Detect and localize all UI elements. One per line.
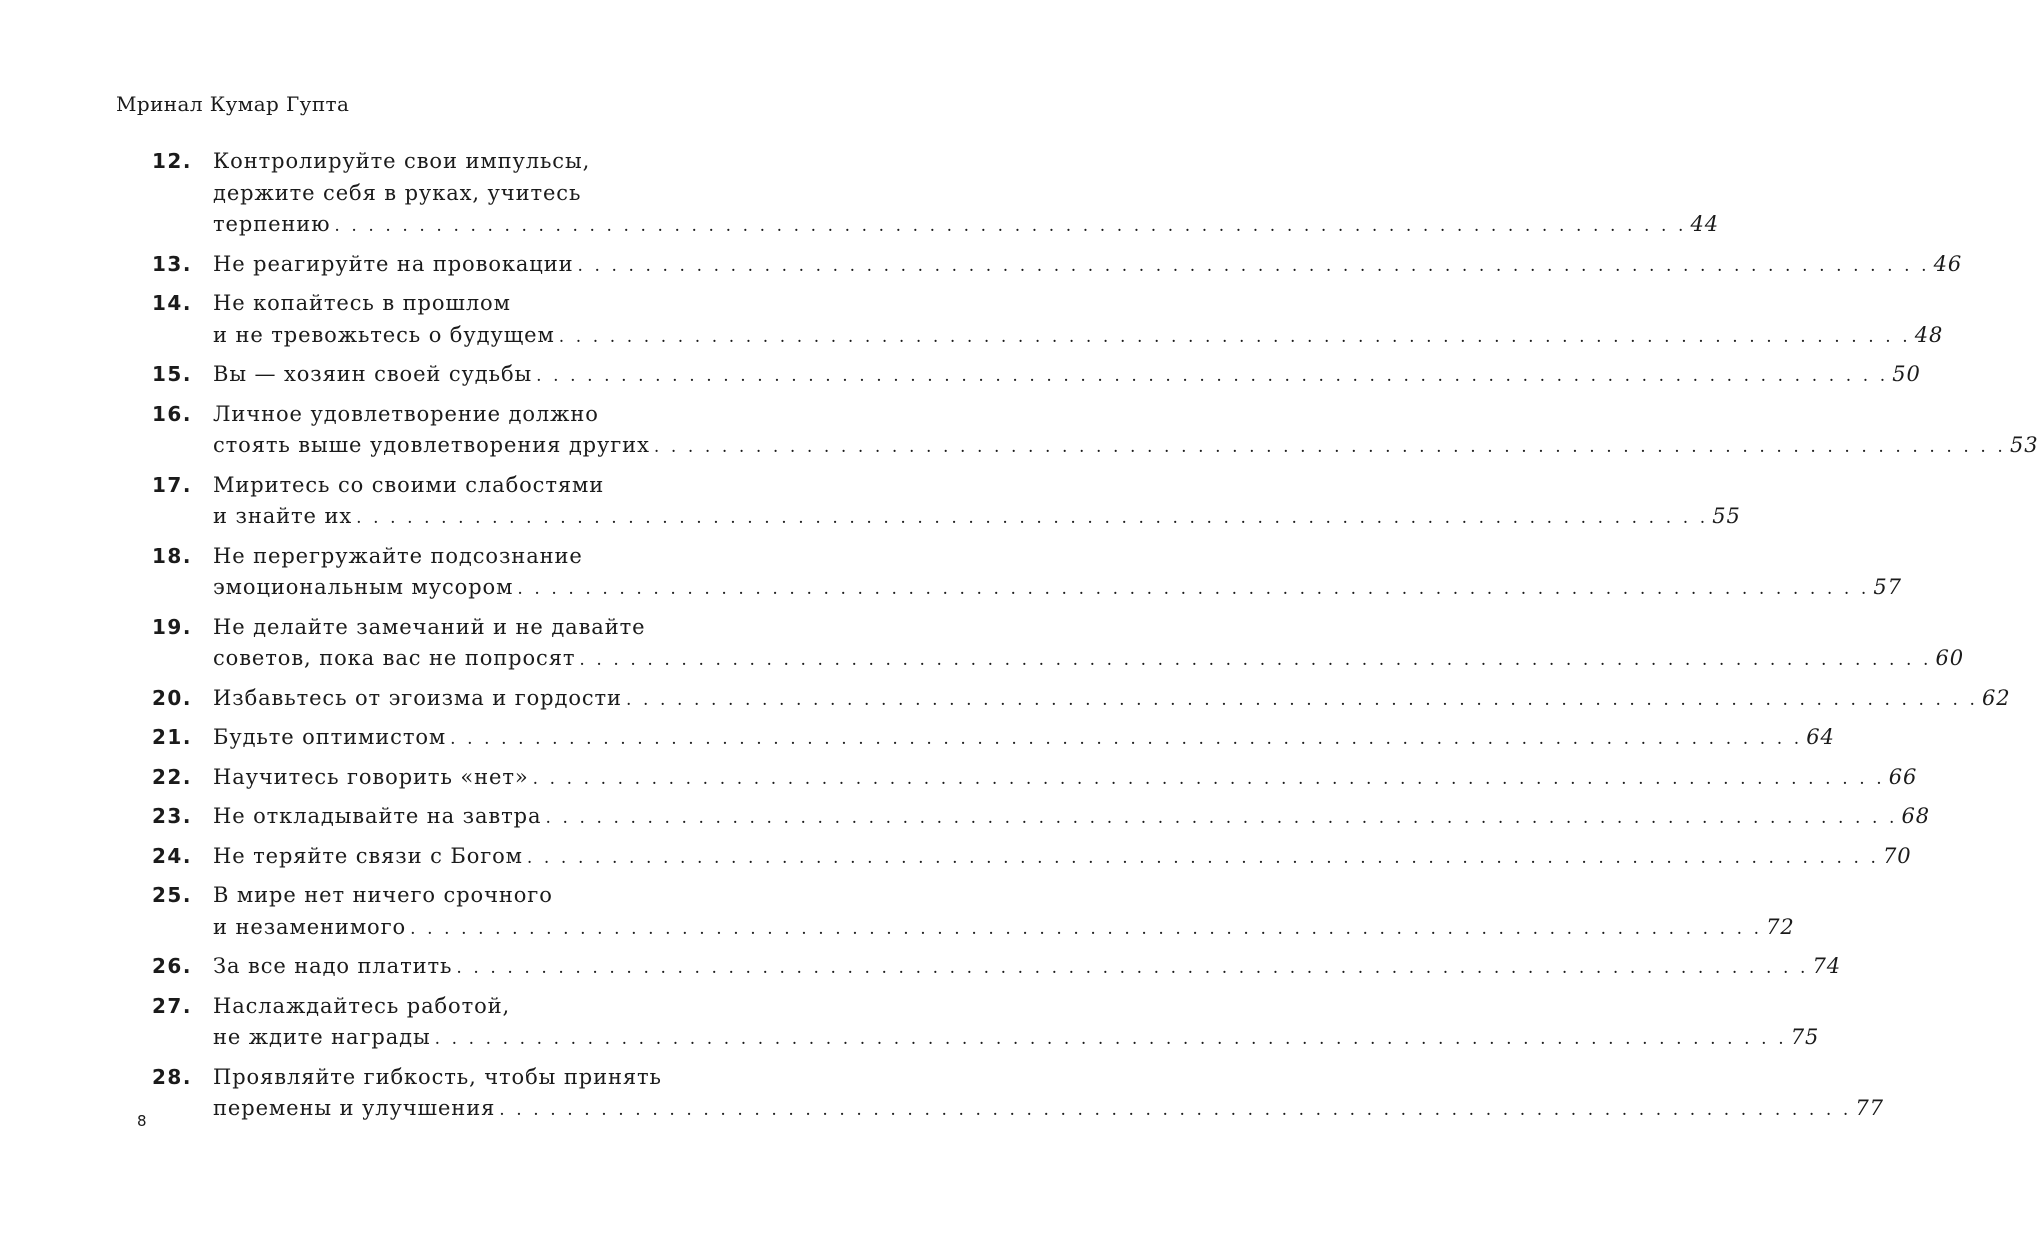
toc-entry	[152, 880, 1795, 945]
toc-entry	[152, 249, 1963, 283]
toc-entry-number: 19.	[152, 614, 192, 639]
toc-entry-line	[213, 572, 1902, 606]
toc-entry-page: 72	[1766, 914, 1795, 939]
toc-entry-line	[213, 249, 1963, 283]
dot-leader: . . . . . . . . . . . . . . . . . . . . . . . . . . . . . . . . . . . . . . . . . . . . . . . . . . . . . . . . . . . . . . . . . . . . . . . . . . . . . . . .	[517, 579, 1870, 599]
toc-entry-title: Не реагируйте на провокации	[213, 251, 574, 276]
dot-leader: . . . . . . . . . . . . . . . . . . . . . . . . . . . . . . . . . . . . . . . . . . . . . . . . . . . . . . . . . . . . . . . . . . . . . . . . . . . . . . . .	[456, 958, 1809, 978]
toc-entry-title: Миритесь со своими слабостями	[213, 472, 605, 497]
toc-entry-title: В мире нет ничего срочного	[213, 883, 553, 907]
toc-entry-title: За все надо платить	[213, 954, 453, 978]
toc-entry-title: стоять выше удовлетворения других	[213, 433, 650, 457]
toc-entry-body	[213, 951, 1841, 985]
toc-entry-title: и не тревожьтесь о будущем	[213, 322, 555, 347]
toc-entry-line	[213, 880, 744, 912]
dot-leader: . . . . . . . . . . . . . . . . . . . . . . . . . . . . . . . . . . . . . . . . . . . . . . . . . . . . . . . . . . . . . . . . . . . . . . . . . . . . . . . .	[499, 1100, 1852, 1120]
toc-entry-body	[213, 470, 1741, 535]
dot-leader: . . . . . . . . . . . . . . . . . . . . . . . . . . . . . . . . . . . . . . . . . . . . . . . . . . . . . . . . . . . . . . . . . . . . . . . . . . . . . . . .	[334, 216, 1687, 236]
toc-entry-page: 70	[1883, 843, 1912, 868]
toc-entry-line	[213, 209, 1720, 243]
toc-entry-body	[213, 991, 1820, 1056]
toc-entry-title: Проявляйте гибкость, чтобы принять	[213, 1064, 662, 1089]
toc-entry	[152, 801, 1931, 835]
dot-leader: . . . . . . . . . . . . . . . . . . . . . . . . . . . . . . . . . . . . . . . . . . . . . . . . . . . . . . . . . . . . . . . . . . . . . . . . . . . . . . . .	[536, 366, 1889, 386]
toc-entry-body	[213, 841, 1912, 875]
toc-entry-page: 66	[1888, 764, 1918, 789]
toc-entry-title: Не делайте замечаний и не давайте	[213, 614, 646, 639]
dot-leader: . . . . . . . . . . . . . . . . . . . . . . . . . . . . . . . . . . . . . . . . . . . . . . . . . . . . . . . . . . . . . . . . . . . . . . . . . . . . . . . .	[579, 650, 1932, 670]
toc-entry-line	[213, 430, 2038, 464]
toc-entry-title: Научитесь говорить «нет»	[213, 764, 529, 789]
toc-entry-body	[213, 612, 1965, 677]
dot-leader: . . . . . . . . . . . . . . . . . . . . . . . . . . . . . . . . . . . . . . . . . . . . . . . . . . . . . . . . . . . . . . . . . . . . . . . . . . . . . . . .	[410, 918, 1763, 939]
toc-entry	[152, 991, 1820, 1056]
toc-entry-title: эмоциональным мусором	[213, 575, 514, 599]
toc-entry-number: 21.	[152, 725, 192, 749]
toc-entry-title: Не откладывайте на завтра	[213, 804, 542, 828]
toc-entry-line	[213, 146, 744, 178]
toc-entry-number: 28.	[152, 1064, 192, 1089]
toc-entry-title: и незаменимого	[213, 914, 407, 939]
toc-entry-title: не ждите награды	[213, 1025, 431, 1049]
dot-leader: . . . . . . . . . . . . . . . . . . . . . . . . . . . . . . . . . . . . . . . . . . . . . . . . . . . . . . . . . . . . . . . . . . . . . . . . . . . . . . . .	[577, 255, 1930, 276]
toc-entry-page: 74	[1812, 954, 1841, 978]
toc-entry-title: Не копайтесь в прошлом	[213, 291, 511, 315]
toc-entry-line	[213, 612, 744, 644]
toc-entry-title: Избавьтесь от эгоизма и гордости	[213, 685, 622, 710]
toc-entry-number: 23.	[152, 804, 192, 828]
toc-entry-title: Не теряйте связи с Богом	[213, 843, 523, 868]
toc-entry-body	[213, 762, 1918, 796]
dot-leader: . . . . . . . . . . . . . . . . . . . . . . . . . . . . . . . . . . . . . . . . . . . . . . . . . . . . . . . . . . . . . . . . . . . . . . . . . . . . . . . .	[532, 768, 1885, 789]
toc-entry-title: Наслаждайтесь работой,	[213, 993, 511, 1018]
toc-entry-line	[213, 1062, 744, 1094]
toc-entry	[152, 683, 2011, 717]
toc-entry-page: 62	[1982, 685, 2011, 710]
dot-leader: . . . . . . . . . . . . . . . . . . . . . . . . . . . . . . . . . . . . . . . . . . . . . . . . . . . . . . . . . . . . . . . . . . . . . . . . . . . . . . . .	[434, 1029, 1787, 1049]
toc-entry-body	[213, 683, 2011, 717]
toc-entry-line	[213, 841, 1912, 875]
toc-entry-page: 64	[1806, 725, 1835, 749]
toc-entry	[152, 762, 1918, 796]
dot-leader: . . . . . . . . . . . . . . . . . . . . . . . . . . . . . . . . . . . . . . . . . . . . . . . . . . . . . . . . . . . . . . . . . . . . . . . . . . . . . . . .	[625, 689, 1979, 710]
toc-entry-line	[213, 683, 2011, 717]
toc-entry-line	[213, 991, 744, 1023]
toc-entry-page: 48	[1914, 322, 1944, 347]
toc-entry-number: 16.	[152, 401, 192, 426]
dot-leader: . . . . . . . . . . . . . . . . . . . . . . . . . . . . . . . . . . . . . . . . . . . . . . . . . . . . . . . . . . . . . . . . . . . . . . . . . . . . . . . .	[558, 326, 1911, 347]
toc-entry-page: 50	[1892, 362, 1921, 386]
page-number: 8	[137, 1112, 147, 1130]
toc-entry	[152, 146, 1720, 243]
toc-entry-body	[213, 399, 2038, 464]
toc-entry-body	[213, 359, 1921, 393]
toc-entry-title: Не перегружайте подсознание	[213, 543, 583, 568]
toc-entry-number: 26.	[152, 954, 192, 978]
dot-leader: . . . . . . . . . . . . . . . . . . . . . . . . . . . . . . . . . . . . . . . . . . . . . . . . . . . . . . . . . . . . . . . . . . . . . . . . . . . . . . . .	[356, 508, 1709, 528]
toc-entry-title: Будьте оптимистом	[213, 725, 447, 749]
toc-entry	[152, 470, 1741, 535]
toc-entry-line	[213, 470, 744, 502]
toc-entry-number: 12.	[152, 149, 192, 173]
toc-entry-body	[213, 249, 1963, 283]
toc-entry-line	[213, 801, 1931, 835]
toc-entry-number: 15.	[152, 362, 192, 386]
toc-entry-number: 24.	[152, 843, 192, 868]
toc-entry	[152, 399, 2038, 464]
toc-entry-page: 60	[1935, 646, 1965, 670]
running-header-author: Мринал Кумар Гупта	[116, 92, 350, 116]
dot-leader: . . . . . . . . . . . . . . . . . . . . . . . . . . . . . . . . . . . . . . . . . . . . . . . . . . . . . . . . . . . . . . . . . . . . . . . . . . . . . . . .	[450, 729, 1803, 749]
toc-entry-line	[213, 501, 1741, 535]
toc-entry-page: 44	[1690, 212, 1720, 236]
dot-leader: . . . . . . . . . . . . . . . . . . . . . . . . . . . . . . . . . . . . . . . . . . . . . . . . . . . . . . . . . . . . . . . . . . . . . . . . . . . . . . . .	[526, 847, 1880, 868]
toc-entry-number: 22.	[152, 764, 192, 789]
toc-entry-body	[213, 722, 1835, 756]
toc-entry	[152, 841, 1912, 875]
toc-entry-number: 13.	[152, 251, 192, 276]
toc-entry-number: 14.	[152, 291, 192, 315]
toc-entry-page: 68	[1901, 804, 1931, 828]
toc-entry	[152, 541, 1902, 606]
toc-entry-page: 53	[2009, 433, 2038, 457]
dot-leader: . . . . . . . . . . . . . . . . . . . . . . . . . . . . . . . . . . . . . . . . . . . . . . . . . . . . . . . . . . . . . . . . . . . . . . . . . . . . . . . .	[545, 808, 1898, 828]
toc-entry-body	[213, 288, 1944, 353]
toc-entry	[152, 612, 1965, 677]
toc-entry-number: 25.	[152, 883, 192, 907]
toc-entry-line	[213, 912, 1795, 946]
toc-entry-page: 46	[1933, 251, 1963, 276]
toc-entry-body	[213, 541, 1902, 606]
toc-entry-line	[213, 320, 1944, 354]
toc-entry-title: терпению	[213, 212, 331, 236]
toc-entry	[152, 359, 1921, 393]
toc-entry-line	[213, 1022, 1820, 1056]
toc-entry-number: 20.	[152, 685, 192, 710]
toc-entry-line	[213, 722, 1835, 756]
toc-entry-title: держите себя в руках, учитесь	[213, 180, 582, 205]
toc-entry-title: Вы — хозяин своей судьбы	[213, 362, 533, 386]
toc-entry-body	[213, 1062, 1884, 1127]
toc-entry	[152, 1062, 1884, 1127]
toc-entry-line	[213, 1093, 1884, 1127]
toc-entry-line	[213, 399, 744, 431]
toc-entry-page: 75	[1790, 1025, 1820, 1049]
toc-entry-title: и знайте их	[213, 504, 353, 528]
toc-entry-page: 55	[1712, 504, 1741, 528]
toc-entry-number: 18.	[152, 543, 192, 568]
toc-entry-number: 27.	[152, 993, 192, 1018]
toc-entry-title: перемены и улучшения	[213, 1096, 496, 1120]
toc-entry-body	[213, 146, 1720, 243]
toc-entry	[152, 951, 1841, 985]
toc-entry-body	[213, 801, 1931, 835]
toc-entry-line	[213, 178, 744, 210]
dot-leader: . . . . . . . . . . . . . . . . . . . . . . . . . . . . . . . . . . . . . . . . . . . . . . . . . . . . . . . . . . . . . . . . . . . . . . . . . . . . . . . .	[653, 437, 2006, 457]
toc-entry-line	[213, 951, 1841, 985]
toc-entry-number: 17.	[152, 472, 192, 497]
toc-entry-line	[213, 288, 744, 320]
toc-entry-line	[213, 643, 1965, 677]
toc-entry-line	[213, 762, 1918, 796]
toc-entry-line	[213, 359, 1921, 393]
toc-entry	[152, 288, 1944, 353]
toc-entry-title: Личное удовлетворение должно	[213, 401, 599, 426]
toc-entry	[152, 722, 1835, 756]
toc-entry-title: Контролируйте свои импульсы,	[213, 149, 591, 173]
toc-entry-page: 57	[1873, 575, 1902, 599]
toc-entry-title: советов, пока вас не попросят	[213, 646, 576, 670]
toc-entry-page: 77	[1855, 1096, 1884, 1120]
toc-entry-body	[213, 880, 1795, 945]
toc-entry-line	[213, 541, 744, 573]
table-of-contents	[152, 146, 2038, 1133]
